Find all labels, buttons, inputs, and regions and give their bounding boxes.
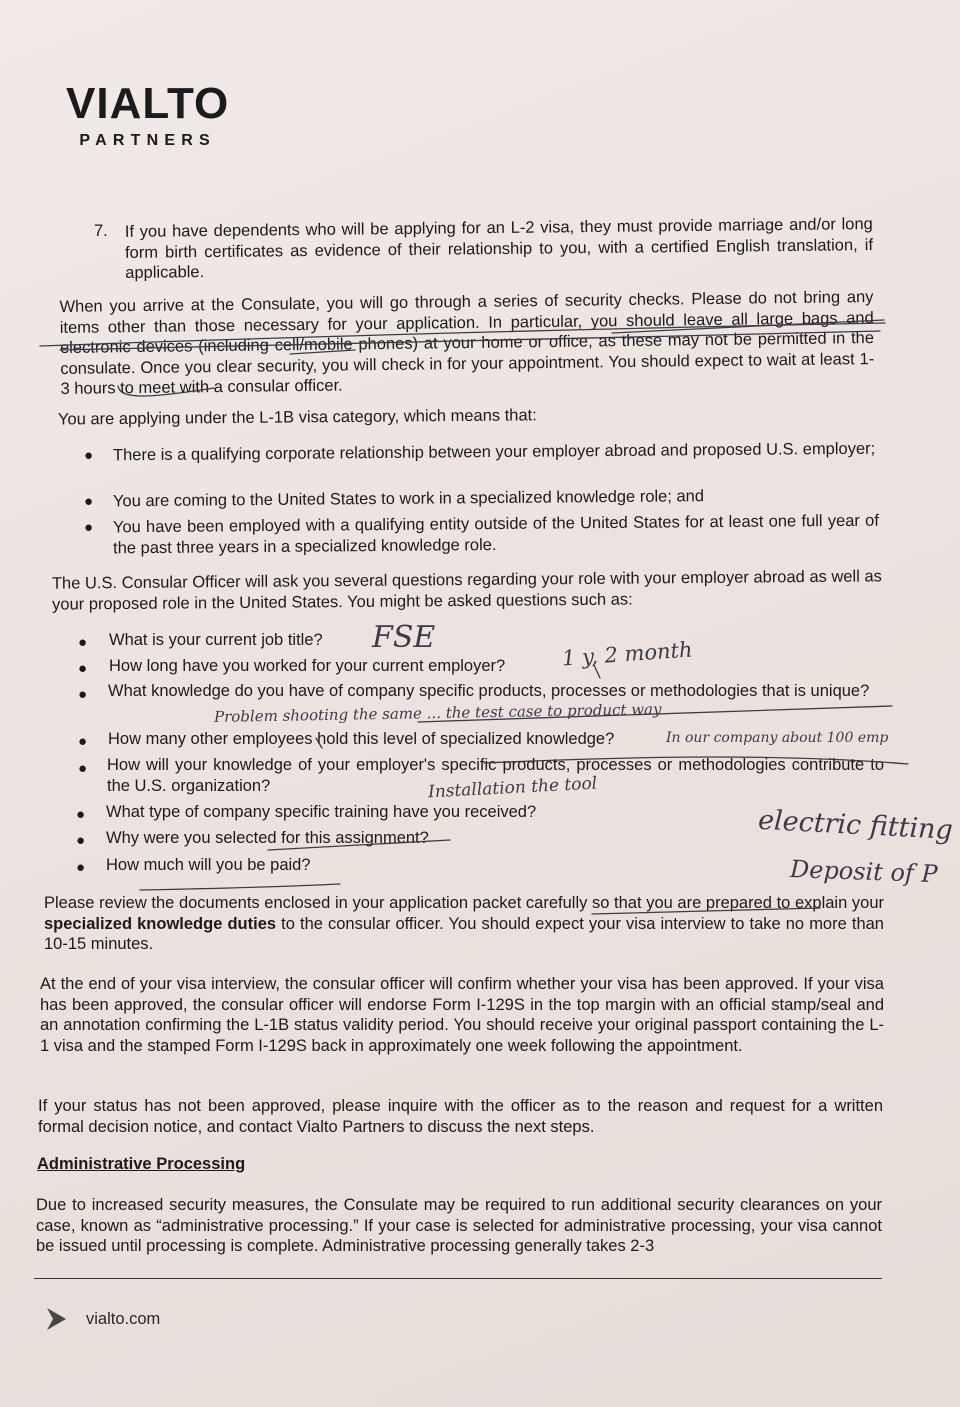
logo-wordmark: VIALTO: [66, 79, 230, 128]
review-text-bold: specialized knowledge duties: [44, 914, 277, 933]
handwritten-tenure: 1 y, 2 month: [561, 637, 694, 671]
question-contribute: How will your knowledge of your employer's specific products, processes or methodologies contribute to the U.S. organization?: [107, 756, 884, 795]
footer-url[interactable]: vialto.com: [86, 1309, 161, 1328]
handwritten-training: electric fitting: [757, 804, 954, 846]
question-employees: How many other employees hold this level of specialized knowledge?: [108, 730, 615, 748]
interview-end-paragraph: At the end of your visa interview, the consular officer will confirm whether your visa has been approved. If your visa has been approved, the consular officer will endorse Form I-129S in the top margin with an official stamp/seal and an annotation confirming the L-1B status validity period. You should receive your original passport containing the L-1 visa and the stamped Form I-129S back in approximately one week following the appointment.: [40, 975, 884, 1055]
question-tenure: How long have you worked for your current employer?: [109, 657, 506, 675]
admin-processing-paragraph: Due to increased security measures, the Consulate may be required to run additional security clearances on your case, known as “administrative processing.” If your case is selected for administrative processing, your visa cannot be issued until processing is complete. Administrative processing generally takes 2-3: [36, 1196, 882, 1255]
handwritten-knowledge: Problem shooting the same ... the test case to product way: [213, 700, 662, 726]
bullet-dot: ●: [78, 660, 88, 677]
bullet-dot: ●: [78, 634, 88, 651]
l1b-bullet-3: You have been employed with a qualifying entity outside of the United States for at least one full year of the past three years in a specialized knowledge role.: [112, 511, 879, 557]
handwritten-job-title: FSE: [372, 620, 436, 655]
question-paid: How much will you be paid?: [106, 856, 311, 874]
bullet-dot: ●: [84, 519, 94, 536]
bullet-dot: ●: [76, 832, 86, 849]
bullet-dot: ●: [84, 493, 94, 510]
bullet-dot: ●: [76, 859, 86, 876]
admin-processing-heading: Administrative Processing: [37, 1155, 246, 1173]
review-text-start: Please review the documents enclosed in your application packet carefully so that you are prepared to explain your: [44, 894, 884, 912]
bullet-dot: ●: [84, 447, 94, 464]
question-selected: Why were you selected for this assignment?: [106, 829, 429, 847]
review-text-end: to the consular officer. You should expect your visa interview to take no more than 10-15 minutes.: [44, 914, 884, 953]
item-7-text: If you have dependents who will be applying for an L-2 visa, they must provide marriage and/or long form birth certificates as evidence of their relationship to you, with a certified English translation, if applicable.: [124, 215, 874, 282]
question-job-title: What is your current job title?: [109, 631, 323, 649]
question-knowledge: What knowledge do you have of company specific products, processes or methodologies that is unique?: [108, 682, 870, 700]
bullet-dot: ●: [76, 806, 86, 823]
handwritten-contribute: Installation the tool: [427, 773, 598, 803]
item-number: 7.: [94, 222, 108, 240]
bullet-dot: ●: [78, 686, 88, 703]
question-training: What type of company specific training have you received?: [106, 803, 537, 821]
handwritten-paid: Deposit of P: [789, 855, 939, 889]
l1b-bullet-1: There is a qualifying corporate relationship between your employer abroad and proposed U.S. employer;: [112, 439, 876, 465]
logo-subtitle: PARTNERS: [79, 132, 216, 149]
bullet-dot: ●: [78, 760, 88, 777]
consulate-paragraph: When you arrive at the Consulate, you will go through a series of security checks. Please do not bring any items other than those necessary for your application. In particular, you should leave all large bags and electronic devices (including cell/mobile phones) at your home or office, as these may not be permitted in the consulate. Once you clear security, you will check in for your appointment. You should expect to wait at least 1-3 hours to meet with a consular officer.: [59, 288, 875, 398]
questions-intro: The U.S. Consular Officer will ask you several questions regarding your role with your employer abroad as well as your proposed role in the United States. You might be asked questions such as:: [51, 567, 882, 614]
handwritten-employees: In our company about 100 emp: [666, 730, 889, 746]
status-paragraph: If your status has not been approved, please inquire with the officer as to the reason and request for a written formal decision notice, and contact Vialto Partners to discuss the next steps.: [38, 1097, 883, 1136]
bullet-dot: ●: [78, 733, 88, 750]
l1b-intro: You are applying under the L-1B visa category, which means that:: [57, 406, 537, 429]
l1b-bullet-2: You are coming to the United States to work in a specialized knowledge role; and: [112, 487, 705, 511]
